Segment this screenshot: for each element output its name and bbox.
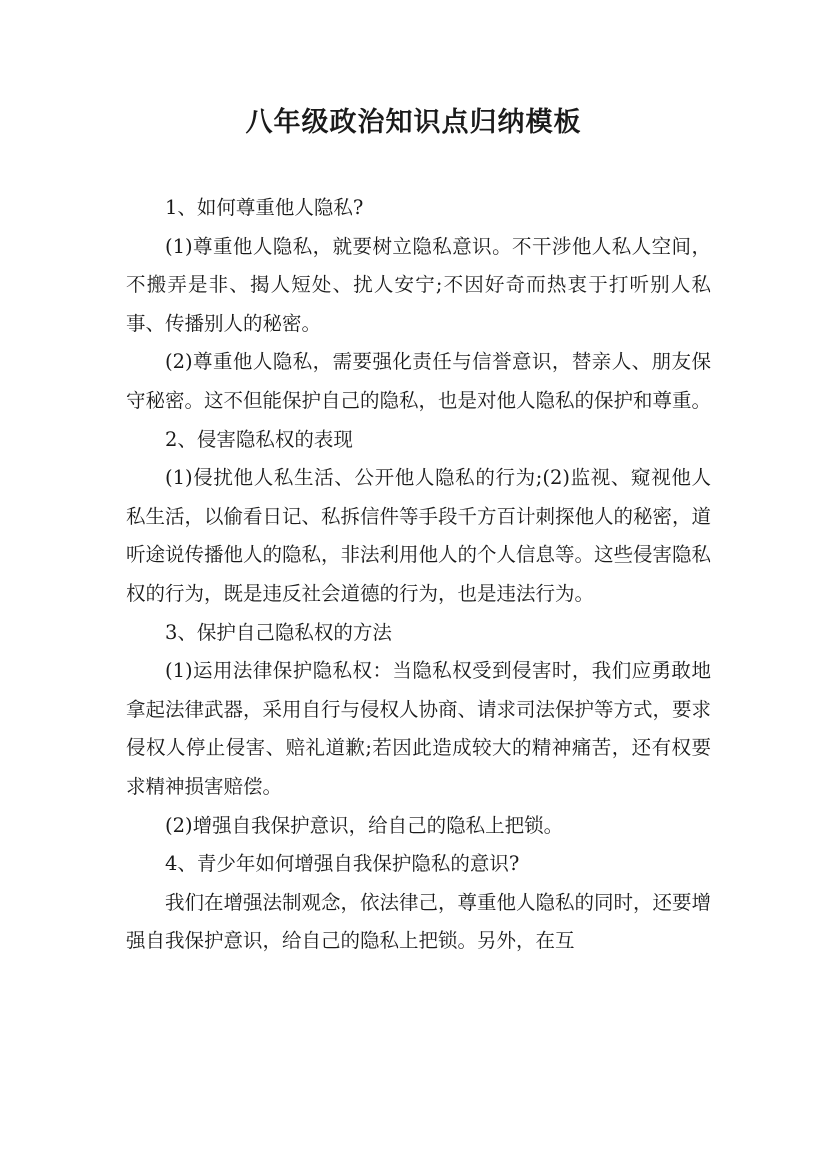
- answer-paragraph: (2)尊重他人隐私，需要强化责任与信誉意识，替亲人、朋友保守秘密。这不但能保护自己的隐私，也是对他人隐私的保护和尊重。: [126, 350, 712, 412]
- answer-paragraph: (1)运用法律保护隐私权：当隐私权受到侵害时，我们应勇敢地拿起法律武器，采用自行与侵权人协商、请求司法保护等方式，要求侵权人停止侵害、赔礼道歉;若因此造成较大的精神痛苦，还有权要求精神损害赔偿。: [126, 659, 712, 798]
- answer-paragraph: 我们在增强法制观念，依法律己，尊重他人隐私的同时，还要增强自我保护意识，给自己的隐私上把锁。另外，在互: [126, 890, 712, 953]
- answer-paragraph: (1)侵扰他人私生活、公开他人隐私的行为;(2)监视、窥视他人私生活，以偷看日记、私拆信件等手段千方百计刺探他人的秘密，道听途说传播他人的隐私，非法利用他人的个人信息等。这些侵害隐私权的行为，既是违反社会道德的行为，也是违法行为。: [126, 466, 712, 605]
- question-heading-3: 3、保护自己隐私权的方法: [165, 620, 392, 644]
- question-heading-2: 2、侵害隐私权的表现: [165, 427, 353, 451]
- answer-paragraph: (2)增强自我保护意识，给自己的隐私上把锁。: [165, 813, 564, 837]
- document-body: [126, 189, 711, 961]
- document-title: 八年级政治知识点归纳模板: [245, 107, 582, 138]
- question-heading-4: 4、青少年如何增强自我保护隐私的意识?: [165, 852, 520, 876]
- answer-paragraph: (1)尊重他人隐私，就要树立隐私意识。不干涉他人私人空间，不搬弄是非、揭人短处、扰人安宁;不因好奇而热衷于打听别人私事、传播别人的秘密。: [126, 234, 711, 335]
- question-heading-1: 1、如何尊重他人隐私?: [165, 196, 364, 219]
